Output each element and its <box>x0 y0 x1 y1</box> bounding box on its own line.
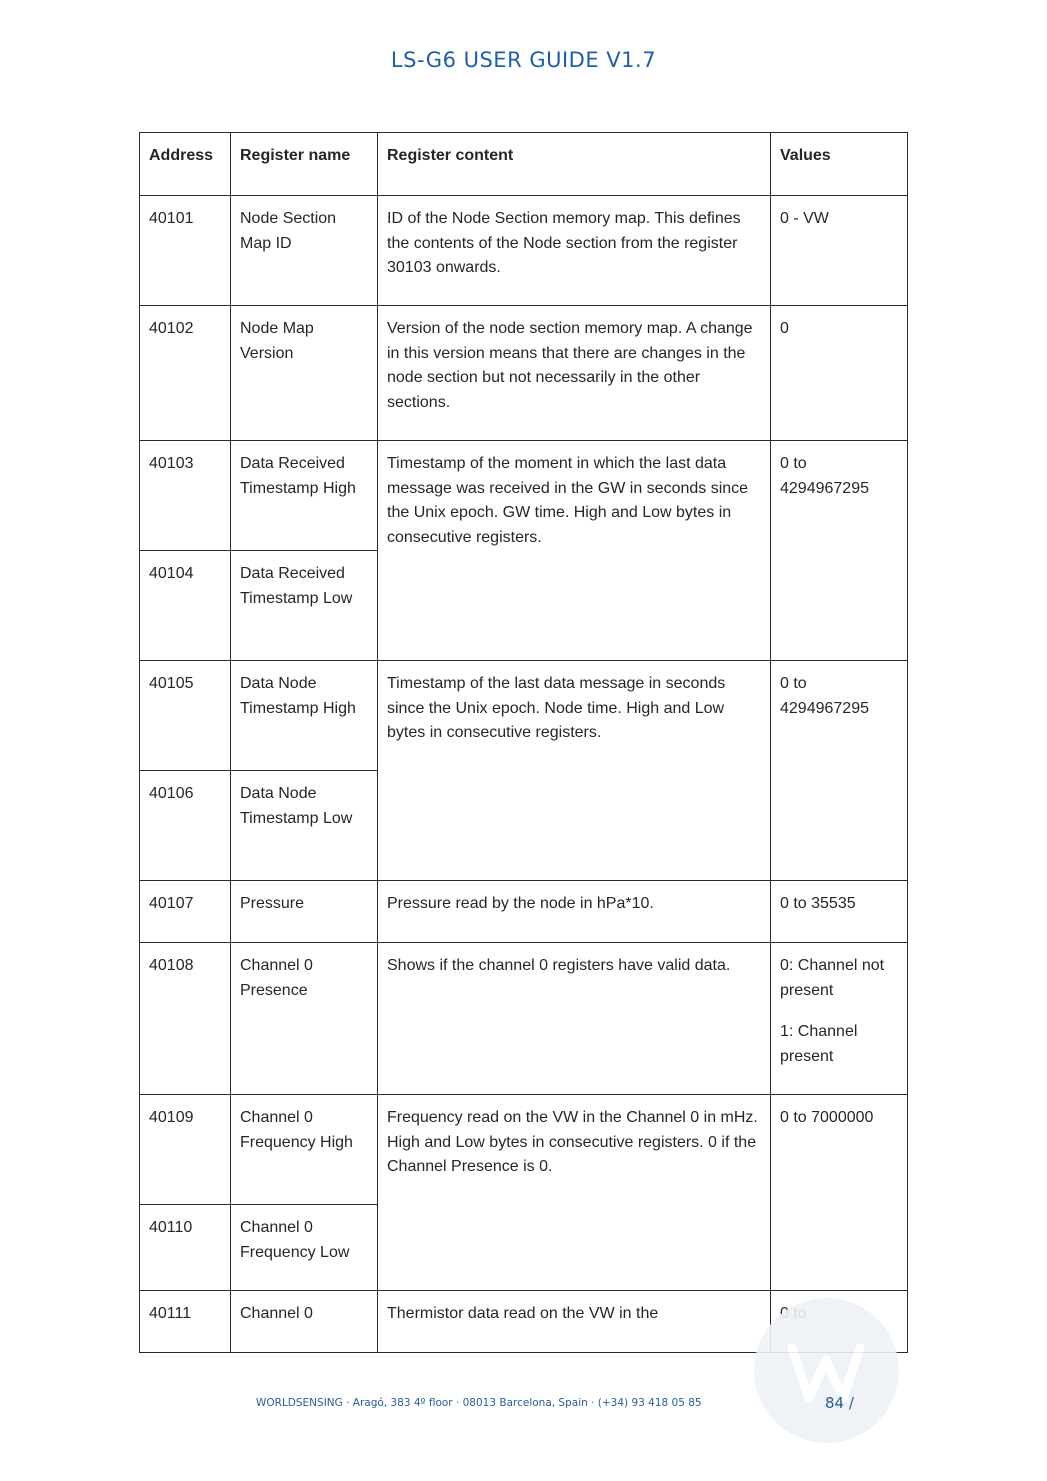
value-line: 0: Channel not present <box>780 957 885 999</box>
cell-register-content: Version of the node section memory map. A change in this version means that there are changes in the node section but not necessarily in the other sections. <box>378 306 771 441</box>
watermark-w-glyph-icon <box>754 1298 899 1443</box>
column-header-register-content: Register content <box>378 133 771 196</box>
cell-address: 40111 <box>140 1291 231 1353</box>
value-line: 0 <box>780 320 789 337</box>
column-header-address: Address <box>140 133 231 196</box>
cell-register-name: Channel 0 Frequency High <box>231 1095 378 1205</box>
cell-values <box>771 1095 908 1291</box>
column-header-register-name: Register name <box>231 133 378 196</box>
cell-register-name: Pressure <box>231 881 378 943</box>
cell-register-name: Data Node Timestamp High <box>231 661 378 771</box>
cell-register-content: Frequency read on the VW in the Channel 0 in mHz. High and Low bytes in consecutive registers. 0 if the Channel Presence is 0. <box>378 1095 771 1291</box>
cell-register-content: Shows if the channel 0 registers have valid data. <box>378 943 771 1095</box>
cell-register-name: Node Section Map ID <box>231 196 378 306</box>
cell-values <box>771 661 908 881</box>
column-header-values: Values <box>771 133 908 196</box>
cell-register-content: Timestamp of the last data message in seconds since the Unix epoch. Node time. High and Low bytes in consecutive registers. <box>378 661 771 881</box>
value-line: 0 to 4294967295 <box>780 455 869 497</box>
document-title: LS-G6 USER GUIDE V1.7 <box>390 48 657 72</box>
cell-register-name: Data Received Timestamp High <box>231 441 378 551</box>
cell-values <box>771 306 908 441</box>
value-line: 0 to 4294967295 <box>780 675 869 717</box>
cell-register-name: Data Received Timestamp Low <box>231 551 378 661</box>
value-line: 0 to 35535 <box>780 895 856 912</box>
cell-address: 40103 <box>140 441 231 551</box>
cell-address: 40105 <box>140 661 231 771</box>
footer-company-info: WORLDSENSING · Aragó, 383 4º floor · 08013 Barcelona, Spain · (+34) 93 418 05 85 <box>256 1397 702 1409</box>
cell-address: 40106 <box>140 771 231 881</box>
cell-register-content: Thermistor data read on the VW in the <box>378 1291 771 1353</box>
cell-address: 40104 <box>140 551 231 661</box>
cell-register-content: ID of the Node Section memory map. This defines the contents of the Node section from the register 30103 onwards. <box>378 196 771 306</box>
register-table <box>139 132 908 1353</box>
watermark-logo-icon <box>754 1298 899 1443</box>
cell-register-content: Pressure read by the node in hPa*10. <box>378 881 771 943</box>
cell-register-name: Channel 0 Presence <box>231 943 378 1095</box>
cell-values <box>771 943 908 1095</box>
table-header-row <box>140 133 908 196</box>
cell-address: 40108 <box>140 943 231 1095</box>
cell-register-content: Timestamp of the moment in which the last data message was received in the GW in seconds since the Unix epoch. GW time. High and Low bytes in consecutive registers. <box>378 441 771 661</box>
value-line: 0 - VW <box>780 210 829 227</box>
table-row <box>140 661 908 771</box>
cell-register-name: Node Map Version <box>231 306 378 441</box>
cell-register-name: Data Node Timestamp Low <box>231 771 378 881</box>
cell-address: 40102 <box>140 306 231 441</box>
cell-address: 40109 <box>140 1095 231 1205</box>
cell-values <box>771 881 908 943</box>
cell-address: 40110 <box>140 1205 231 1291</box>
table-row <box>140 943 908 1095</box>
cell-address: 40101 <box>140 196 231 306</box>
page-number: 84 / <box>825 1394 854 1412</box>
table-row <box>140 306 908 441</box>
cell-values <box>771 441 908 661</box>
table-row <box>140 881 908 943</box>
table-row <box>140 1095 908 1205</box>
table-row <box>140 441 908 551</box>
cell-register-name: Channel 0 Frequency Low <box>231 1205 378 1291</box>
cell-values <box>771 196 908 306</box>
table-row <box>140 196 908 306</box>
value-line: 1: Channel present <box>780 1023 858 1065</box>
value-line: 0 to 7000000 <box>780 1109 874 1126</box>
cell-address: 40107 <box>140 881 231 943</box>
cell-register-name: Channel 0 <box>231 1291 378 1353</box>
